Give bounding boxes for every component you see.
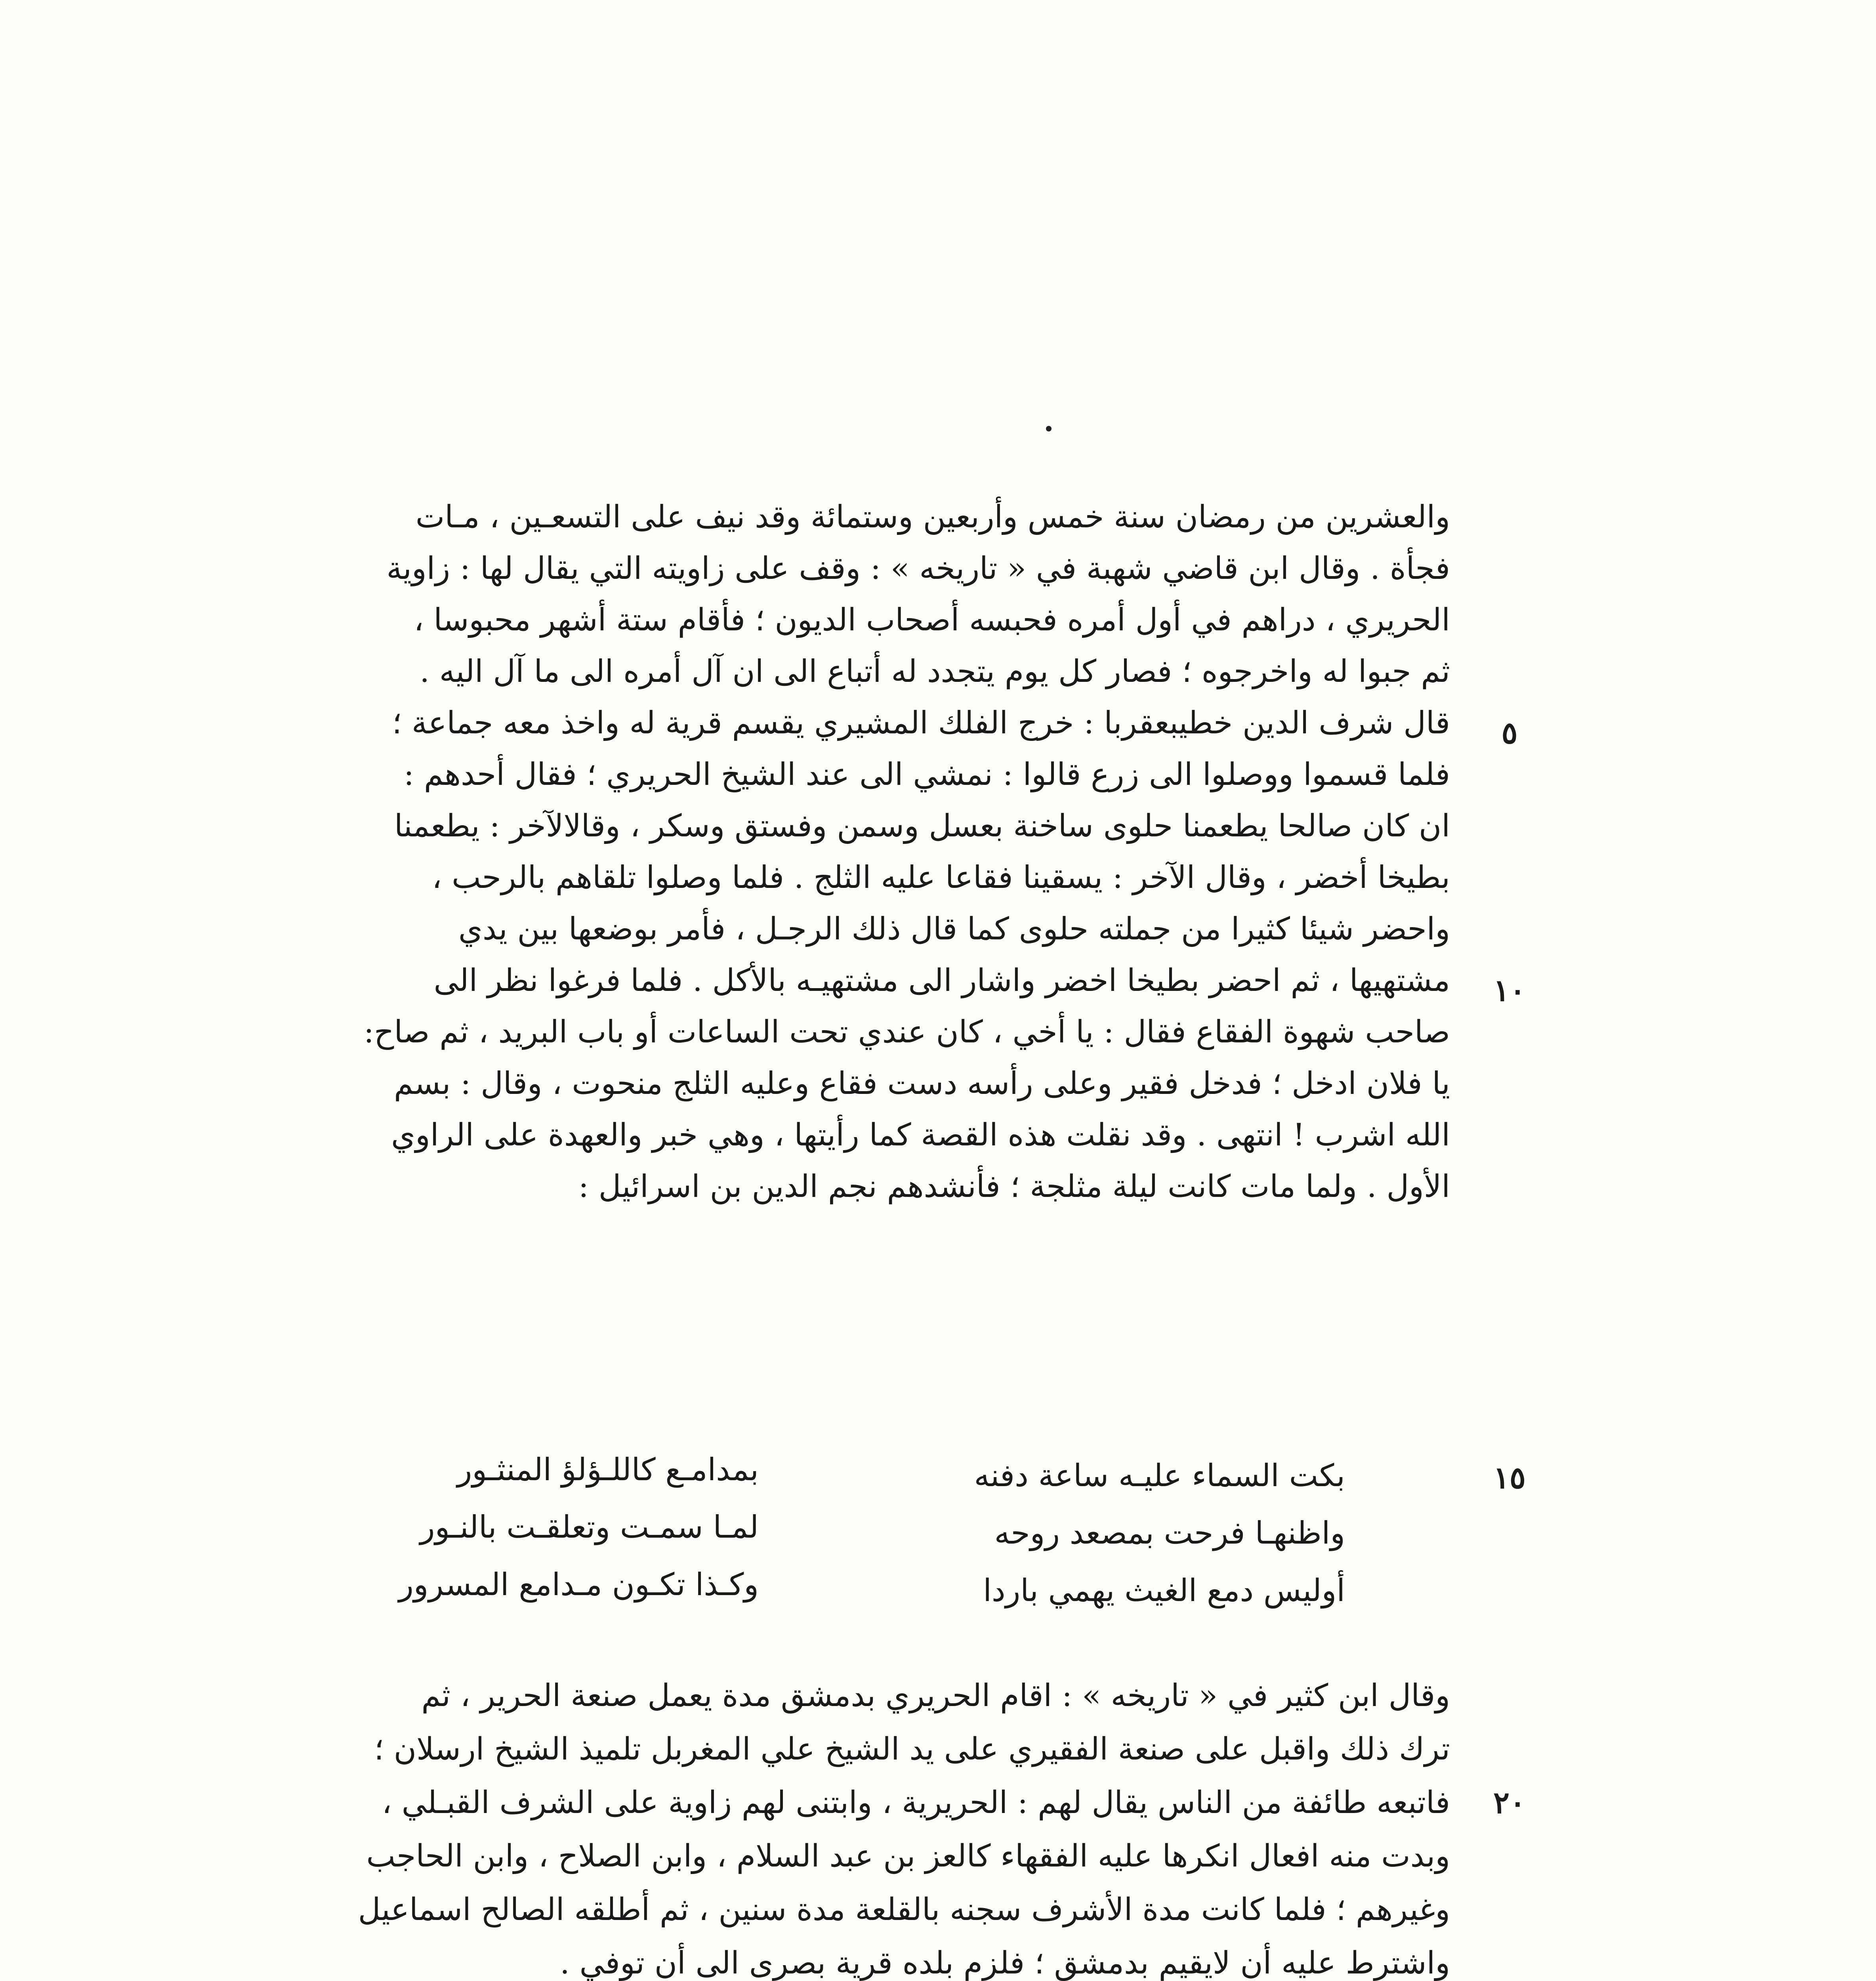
text-line: يا فلان ادخل ؛ فدخل فقير وعلى رأسه دست فقاع وعليه الثلج منحوت ، وقال : بسم — [394, 1066, 1450, 1101]
text-line: وغيرهم ؛ فلما كانت مدة الأشرف سجنه بالقلعة مدة سنين ، ثم أطلقه الصالح اسماعيل — [358, 1892, 1450, 1928]
text-line: بطيخا أخضر ، وقال الآخر : يسقينا فقاعا عليه الثلج . فلما وصلوا تلقاهم بالرحب ، — [432, 860, 1450, 895]
text-line: واحضر شيئا كثيرا من جملته حلوى كما قال ذلك الرجـل ، فأمر بوضعها بين يدي — [458, 911, 1450, 947]
text-line: وبدت منه افعال انكرها عليه الفقهاء كالعز بن عبد السلام ، وابن الصلاح ، وابن الحاجب — [366, 1838, 1450, 1874]
text-line: الله اشرب ! انتهى . وقد نقلت هذه القصة كما رأيتها ، وهي خبر والعهدة على الراوي — [391, 1117, 1450, 1153]
text-line: قال شرف الدين خطيبعقربا : خرج الفلك المشيري يقسم قرية له واخذ معه جماعة ؛ — [392, 705, 1450, 741]
verse-hemistich-first: أوليس دمع الغيث يهمي باردا — [983, 1573, 1345, 1609]
text-line: فجأة . وقال ابن قاضي شهبة في « تاريخه » : وقف على زاويته التي يقال لها : زاوية — [386, 551, 1450, 586]
text-line: وقال ابن كثير في « تاريخه » : اقام الحريري بدمشق مدة يعمل صنعة الحرير ، ثم — [421, 1678, 1450, 1714]
text-line: فاتبعه طائفة من الناس يقال لهم : الحريرية ، وابتنى لهم زاوية على الشرف القبـلي ، — [382, 1785, 1450, 1821]
text-line: مشتهيها ، ثم احضر بطيخا اخضر واشار الى مشتهيـه بالأكل . فلما فرغوا نظر الى — [433, 963, 1450, 998]
ink-dot — [1046, 426, 1052, 431]
text-line: فلما قسموا ووصلوا الى زرع قالوا : نمشي الى عند الشيخ الحريري ؛ فقال أحدهم : — [403, 757, 1450, 792]
verse-hemistich-first: بكت السماء عليـه ساعة دفنه — [974, 1458, 1345, 1494]
verse-hemistich-second: لمـا سمـت وتعلقـت بالنـور — [420, 1510, 759, 1545]
text-line: واشترط عليه أن لايقيم بدمشق ؛ فلزم بلده قرية بصرى الى أن توفي . — [560, 1945, 1450, 1981]
line-number: ٢٠ — [1493, 1785, 1526, 1820]
text-line: والعشرين من رمضان سنة خمس وأربعين وستمائة وقد نيف على التسعـين ، مـات — [415, 499, 1450, 535]
verse-hemistich-second: وكـذا تكـون مـدامع المسرور — [399, 1567, 759, 1603]
verse-hemistich-first: واظنهـا فرحت بمصعد روحه — [994, 1515, 1345, 1551]
line-number: ١٠ — [1493, 973, 1526, 1008]
text-line: الأول . ولما مات كانت ليلة مثلجة ؛ فأنشدهم نجم الدين بن اسرائيل : — [578, 1169, 1450, 1204]
line-number: ١٥ — [1493, 1460, 1526, 1495]
text-line: ترك ذلك واقبل على صنعة الفقيري على يد الشيخ علي المغربل تلميذ الشيخ ارسلان ؛ — [374, 1731, 1450, 1767]
text-line: ثم جبوا له واخرجوه ؛ فصار كل يوم يتجدد له أتباع الى ان آل أمره الى ما آل اليه . — [420, 654, 1450, 689]
verse-hemistich-second: بمدامـع كاللـؤلؤ المنثـور — [457, 1452, 759, 1488]
text-line: صاحب شهوة الفقاع فقال : يا أخي ، كان عندي تحت الساعات أو باب البريد ، ثم صاح: — [363, 1014, 1450, 1050]
line-number: ٥ — [1501, 715, 1518, 750]
text-line: الحريري ، دراهم في أول أمره فحبسه أصحاب الديون ؛ فأقام ستة أشهر محبوسا ، — [414, 602, 1450, 638]
text-line: ان كان صالحا يطعمنا حلوى ساخنة بعسل وسمن وفستق وسكر ، وقالالآخر : يطعمنا — [394, 808, 1450, 844]
